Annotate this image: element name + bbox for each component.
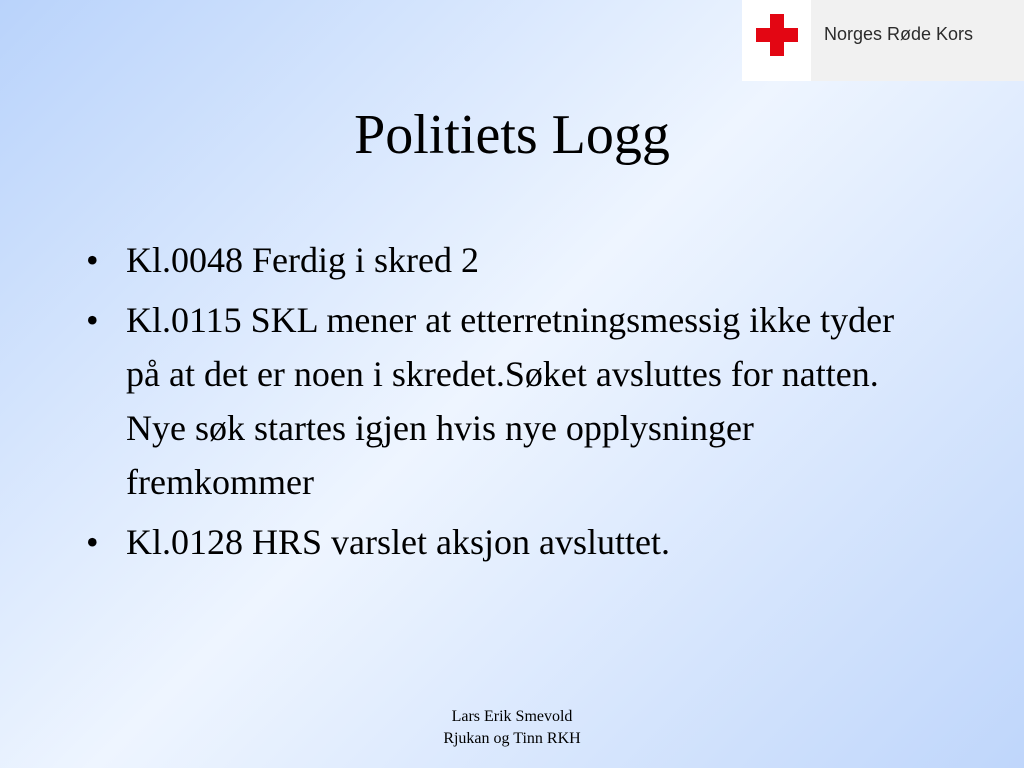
logo xyxy=(742,0,1024,81)
footer-organization: Rjukan og Tinn RKH xyxy=(443,730,581,747)
list-item xyxy=(86,233,926,287)
bullet-text: Kl.0128 HRS varslet aksjon avsluttet. xyxy=(126,522,670,562)
bullet-text: Kl.0048 Ferdig i skred 2 xyxy=(126,240,479,280)
bullet-list xyxy=(86,233,926,575)
bullet-text: Kl.0115 SKL mener at etterretningsmessig ikke tyder på at det er noen i skredet.Søket avsluttes for natten. Nye søk startes igjen hvis nye opplysninger fremkommer xyxy=(126,300,895,502)
slide-title: Politiets Logg xyxy=(354,104,670,166)
red-cross-icon xyxy=(756,14,798,56)
footer-author: Lars Erik Smevold xyxy=(451,708,573,725)
bullet-icon: • xyxy=(86,522,99,562)
bullet-icon: • xyxy=(86,240,99,280)
logo-cross-panel xyxy=(742,0,811,81)
bullet-icon: • xyxy=(86,300,99,340)
footer xyxy=(362,706,662,750)
list-item xyxy=(86,515,926,569)
logo-text: Norges Røde Kors xyxy=(824,24,974,44)
list-item xyxy=(86,293,926,509)
